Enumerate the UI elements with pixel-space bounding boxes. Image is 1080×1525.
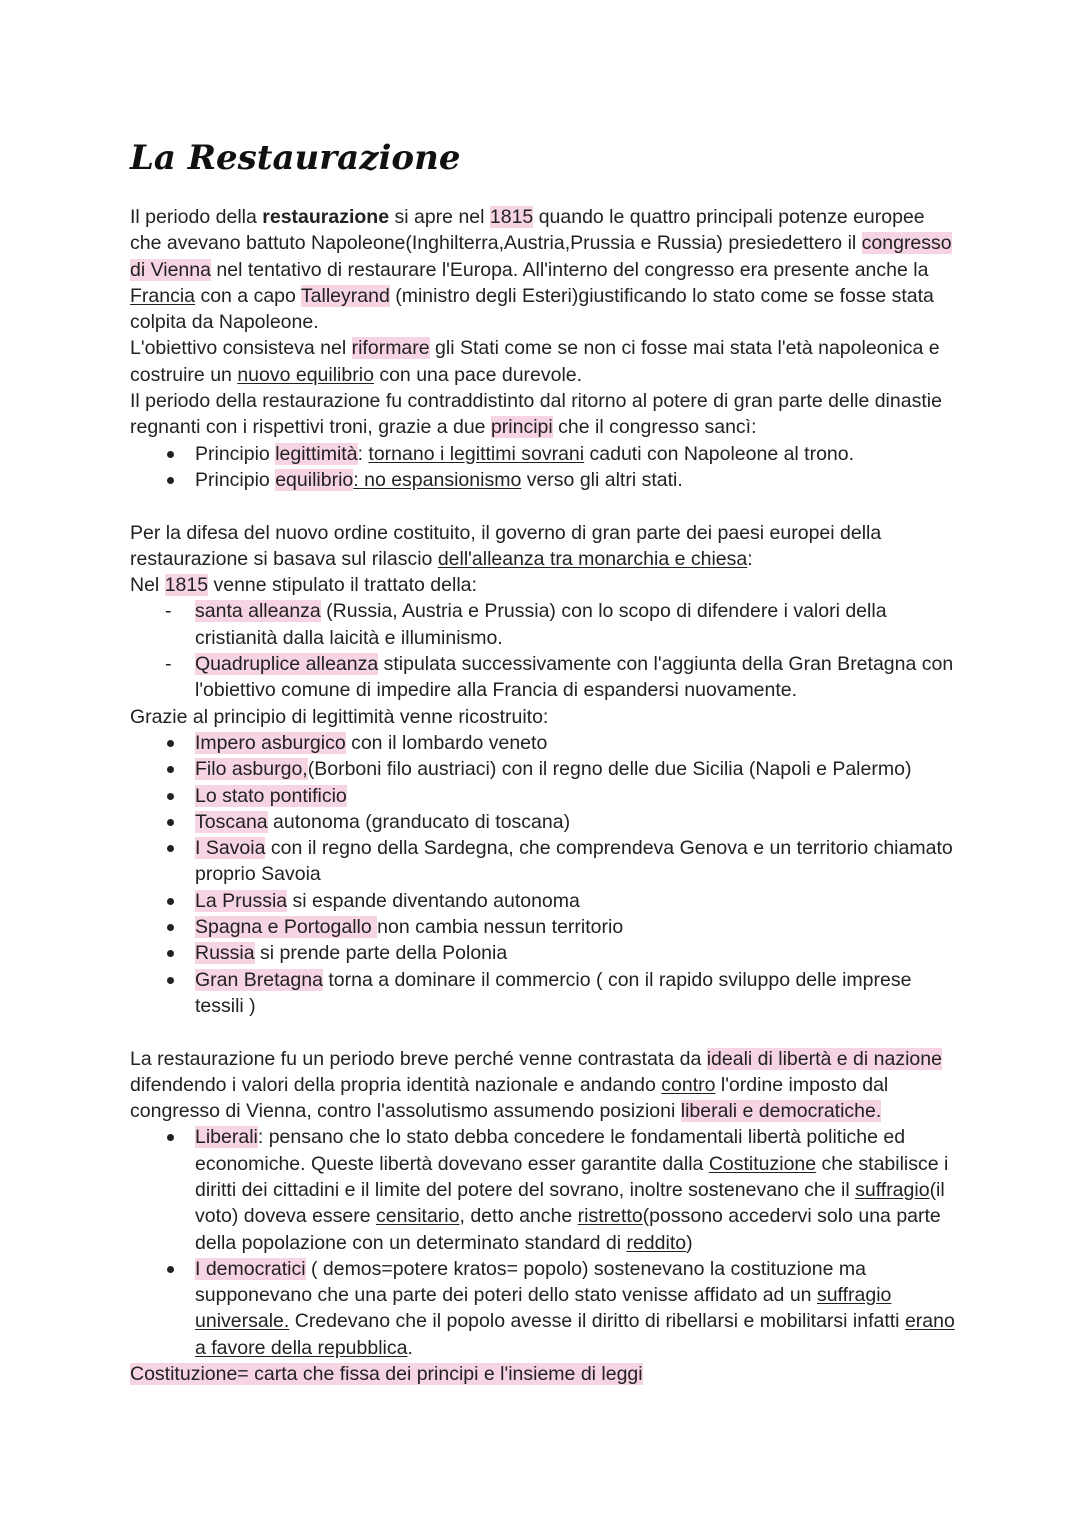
constitution-definition: [130, 1361, 960, 1387]
highlight: Quadruplice alleanza: [195, 653, 379, 676]
text: si prende parte della Polonia: [254, 942, 508, 965]
highlight: La Prussia: [195, 889, 288, 912]
underlined: dell'alleanza tra monarchia e chiesa: [437, 547, 748, 570]
text: che il congresso sancì:: [552, 416, 757, 439]
text: autonoma (granducato di toscana): [267, 810, 571, 833]
highlight: 1815: [489, 206, 534, 228]
text: .: [407, 1336, 413, 1359]
text: Credevano che il popolo avesse il diritto di ribellarsi e mobilitarsi infatti: [289, 1310, 905, 1333]
text: Per la difesa del nuovo ordine costituito, il governo di gran parte dei paesi europei della restaurazione si basava sul rilascio: [130, 521, 882, 570]
text: ( demos=potere kratos= popolo) sostenevano la costituzione ma supponevano che una parte dei poteri dello stato venisse affidato ad un: [195, 1257, 866, 1307]
bold-term: restaurazione: [262, 206, 390, 228]
text: con a capo: [195, 284, 301, 307]
spacer: [130, 493, 960, 519]
text: Principio: [195, 442, 276, 465]
text: non cambia nessun territorio: [377, 916, 624, 939]
list-item: [130, 756, 960, 782]
text: con il lombardo veneto: [345, 731, 548, 754]
text: nel tentativo di restaurare l'Europa. All'interno del congresso era presente anche la: [210, 258, 929, 281]
highlight: Talleyrand: [300, 284, 390, 307]
highlight: Costituzione= carta che fissa dei principi e l'insieme di leggi: [130, 1363, 643, 1386]
text: torna a dominare il commercio ( con il rapido sviluppo delle imprese tessili ): [195, 968, 912, 1017]
highlight: Filo asburgo,: [195, 758, 308, 781]
underlined: Costituzione: [708, 1152, 817, 1175]
list-item-liberali: [130, 1124, 960, 1255]
list-item: [130, 467, 960, 493]
text: stipulata successivamente con l'aggiunta della Gran Bretagna con l'obiettivo comune di impedire alla Francia di espandersi nuovamente.: [195, 653, 954, 702]
underlined: nuovo equilibrio: [237, 363, 374, 386]
highlight: legittimità: [275, 442, 358, 465]
highlight: I Savoia: [195, 837, 266, 860]
highlight: riformare: [351, 337, 430, 360]
objective-paragraph: [130, 335, 960, 388]
principles-list: [130, 441, 960, 494]
alliances-list: [130, 598, 960, 703]
underlined: no espansionismo: [364, 468, 522, 491]
text: l'ordine imposto dal congresso di Vienna, contro l'assolutismo assumendo posizioni: [130, 1073, 889, 1123]
text: si espande diventando autonoma: [287, 889, 580, 912]
underlined: censitario: [376, 1205, 460, 1228]
page-title: La Restaurazione: [130, 138, 461, 178]
text: :: [357, 442, 369, 465]
text: (ministro degli Esteri)giustificando lo stato come se fosse stata colpita da Napoleone.: [130, 284, 934, 334]
list-item: [130, 835, 960, 888]
positions-list: [130, 1124, 960, 1361]
document-body: [130, 204, 960, 1387]
text: : pensano che lo stato debba concedere le fondamentali libertà politiche ed economiche. Queste libertà dovevano esser garantite dalla: [195, 1126, 906, 1175]
text: La restaurazione fu un periodo breve perché venne contrastata da: [130, 1047, 707, 1070]
highlight: ideali di libertà e di nazione: [706, 1047, 942, 1070]
legitimacy-intro: Grazie al principio di legittimità venne ricostruito:: [130, 705, 549, 728]
highlight: Toscana: [195, 810, 268, 833]
highlight: Spagna e Portogallo: [195, 916, 378, 939]
territories-list: [130, 730, 960, 1019]
text: Nel: [130, 574, 165, 597]
list-item: [130, 967, 960, 1020]
highlight: I democratici: [195, 1257, 306, 1280]
text: si apre nel: [389, 206, 490, 228]
underlined: :: [353, 468, 365, 491]
text: Principio: [195, 468, 276, 491]
list-item: [130, 809, 960, 835]
underlined: erano a favore della repubblica: [195, 1310, 955, 1359]
highlight: congresso di Vienna: [130, 232, 952, 281]
intro-paragraph: [130, 204, 960, 335]
list-item: [130, 940, 960, 966]
underlined: ristretto: [577, 1205, 643, 1228]
list-item: [130, 888, 960, 914]
underlined: reddito: [626, 1231, 687, 1254]
highlight: liberali e democratiche.: [680, 1100, 882, 1123]
text: verso gli altri stati.: [521, 468, 683, 491]
underlined: Francia: [130, 284, 196, 307]
list-item-democratici: [130, 1256, 960, 1361]
text: , detto anche: [459, 1205, 578, 1228]
highlight: Gran Bretagna: [195, 968, 323, 991]
list-item: [130, 730, 960, 756]
text: (Borboni filo austriaci) con il regno delle due Sicilia (Napoli e Palermo): [307, 758, 912, 781]
text: (Russia, Austria e Prussia) con lo scopo di difendere i valori della cristianità dalla laicità e illuminismo.: [195, 600, 887, 649]
highlight: Liberali: [195, 1126, 258, 1149]
highlight: Impero asburgico: [195, 731, 346, 754]
text: quando le quattro principali potenze europee che avevano battuto Napoleone(Inghilterra,Austria,Prussia e Russia) presiedettero il: [130, 206, 925, 255]
treaty-paragraph: [130, 572, 960, 598]
period-paragraph: [130, 388, 960, 441]
list-item: [130, 441, 960, 467]
text: ): [686, 1231, 693, 1254]
spacer: [130, 1019, 960, 1045]
list-item: [130, 783, 960, 809]
highlight: 1815: [164, 574, 209, 597]
text: (il voto) doveva essere: [195, 1178, 945, 1228]
list-item: [130, 598, 960, 651]
text: difendendo i valori della propria identità nazionale e andando: [130, 1073, 662, 1096]
text: gli Stati come se non ci fosse mai stata l'età napoleonica e costruire un: [130, 337, 940, 386]
text: :: [747, 547, 753, 570]
list-item: [130, 914, 960, 940]
highlight: principi: [490, 416, 553, 439]
text: Il periodo della: [130, 206, 263, 228]
text: caduti con Napoleone al trono.: [584, 442, 855, 465]
text: con una pace durevole.: [373, 363, 583, 386]
list-item: [130, 651, 960, 704]
text: L'obiettivo consisteva nel: [130, 337, 352, 360]
text: (possono accedervi solo una parte della popolazione con un determinato standard di: [195, 1205, 941, 1254]
contrast-paragraph: [130, 1046, 960, 1125]
underlined: tornano i legittimi sovrani: [368, 442, 585, 465]
defense-paragraph: [130, 520, 960, 573]
text: venne stipulato il trattato della:: [208, 574, 477, 597]
text: Il periodo della restaurazione fu contraddistinto dal ritorno al potere di gran parte delle dinastie regnanti con i rispettivi troni, grazie a due: [130, 390, 942, 439]
underlined: suffragio universale.: [195, 1284, 892, 1333]
highlight: equilibrio: [275, 468, 354, 491]
text: con il regno della Sardegna, che comprendeva Genova e un territorio chiamato proprio Savoia: [195, 837, 953, 886]
highlight: Russia: [195, 942, 255, 965]
underlined: suffragio: [855, 1178, 930, 1201]
highlight: santa alleanza: [195, 600, 321, 623]
highlight: Lo stato pontificio: [195, 784, 347, 807]
text: che stabilisce i diritti dei cittadini e il limite del potere del sovrano, inoltre sostenevano che il: [195, 1152, 949, 1201]
underlined: contro: [661, 1073, 716, 1096]
